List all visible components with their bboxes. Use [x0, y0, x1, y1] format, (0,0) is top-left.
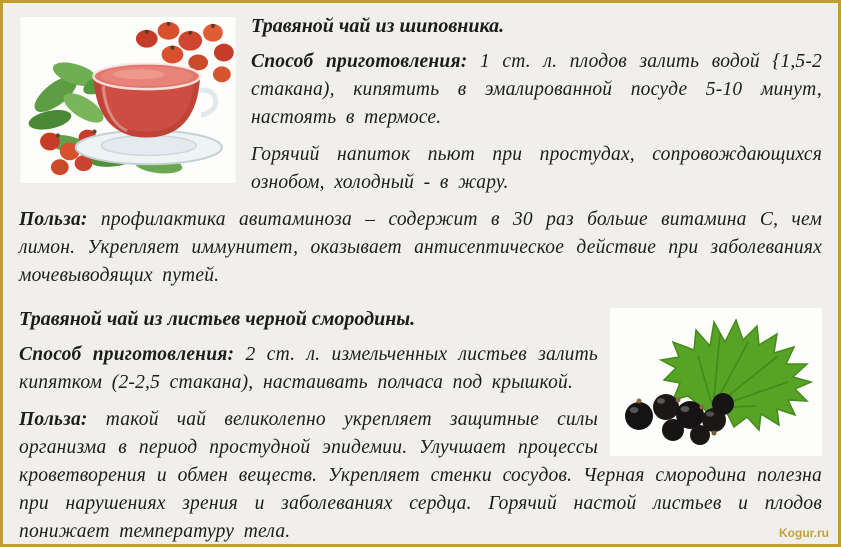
benefit-label: Польза:: [19, 409, 88, 430]
blackcurrant-photo: [610, 308, 822, 456]
watermark: Kogur.ru: [779, 526, 829, 540]
benefit-text: профилактика авитаминоза – содержит в 30 раз больше витамина С, чем лимон. Укрепляет иммунитет, оказывает антисептическое действие при заболеваниях мочевыводящих путей.: [19, 209, 822, 286]
note-text: Горячий напиток пьют при простудах, сопровождающихся ознобом, холодный - в жару.: [251, 144, 822, 193]
benefit-label: Польза:: [19, 209, 88, 230]
method-text: 2 ст. л. измельченных листьев залить кипятком (2-2,5 стакана), настаивать полчаса под крышкой.: [19, 344, 598, 393]
method-label: Способ приготовления:: [251, 51, 468, 72]
method-label: Способ приготовления:: [19, 344, 235, 365]
card-content: [3, 3, 838, 546]
section-1-title: Травяной чай из шиповника.: [251, 15, 505, 37]
method-text: 1 ст. л. плодов залить водой {1,5-2 стакана), кипятить в эмалированной посуде 5-10 минут, настоять в термосе.: [251, 51, 822, 128]
benefit-text: такой чай великолепно укрепляет защитные силы организма в период простудной эпидемии. Улучшает процессы кроветворения и обмен веществ. Укрепляет стенки сосудов. Черная смородина полезна при нарушениях зрения и заболеваниях сердца. Горячий настой листьев и плодов понижает температуру тела.: [19, 409, 822, 542]
section-2-title: Травяной чай из листьев черной смородины.: [19, 308, 416, 330]
rosehip-tea-photo: [19, 17, 237, 183]
section-1-benefit: [19, 206, 822, 290]
blackcurrant-illustration: [610, 308, 822, 456]
rosehip-tea-illustration: [19, 17, 237, 183]
section-2: [19, 306, 822, 546]
